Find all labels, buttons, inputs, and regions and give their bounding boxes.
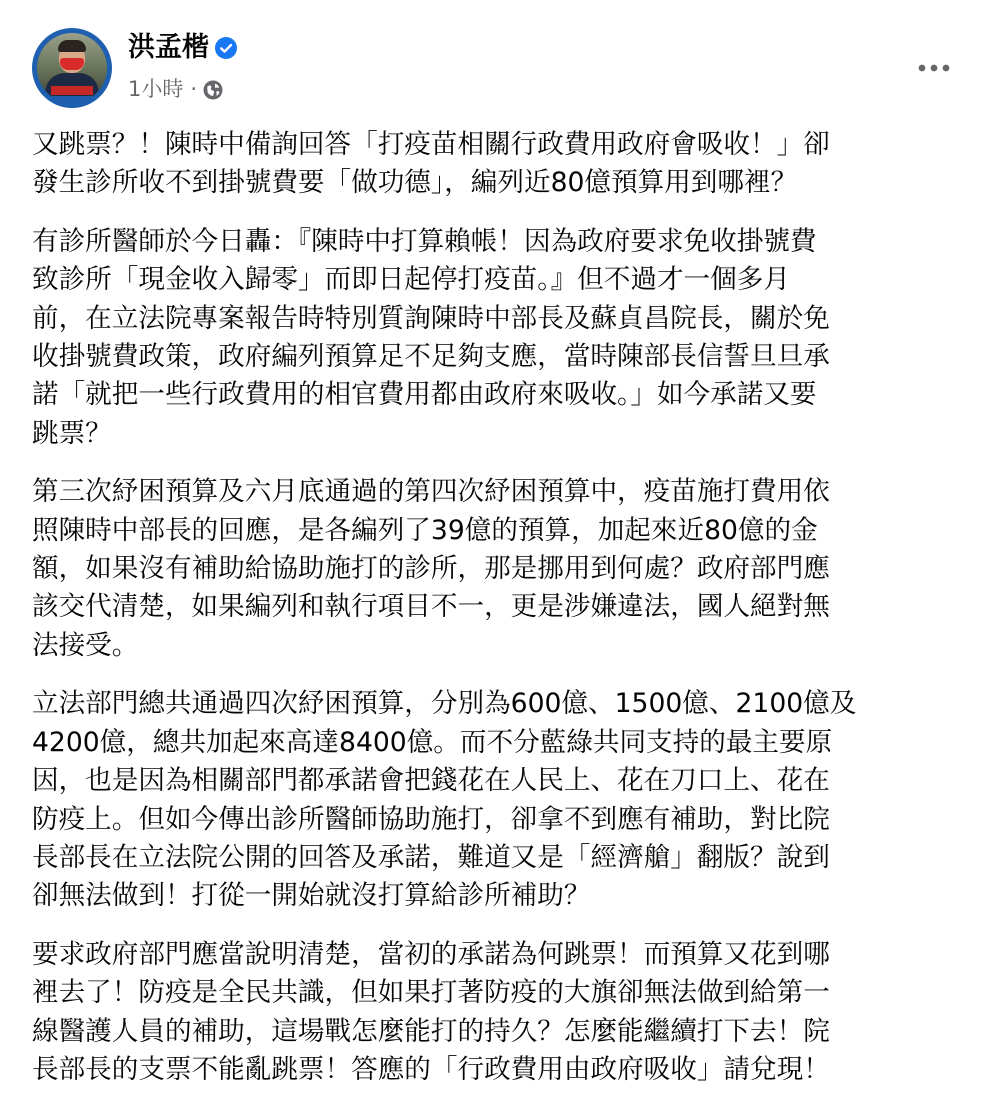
post-body bbox=[32, 126, 962, 1109]
avatar-hair bbox=[58, 40, 86, 52]
post-text-line: 致診所「現金收入歸零」而即日起停打疫苗。』但不過才一個多月 bbox=[32, 264, 790, 296]
post-text-line: 跳票？ bbox=[32, 417, 112, 449]
post-text-line: 法接受。 bbox=[32, 629, 139, 661]
post-text-line: 又跳票？！陳時中備詢回答「打疫苗相關行政費用政府會吸收！」卻 bbox=[32, 129, 830, 160]
verified-badge-icon bbox=[215, 37, 237, 59]
post-text-line: 長部長的支票不能亂跳票！答應的「行政費用由政府吸收」請兌現！ bbox=[32, 1053, 830, 1085]
meta-separator: · bbox=[190, 77, 198, 101]
post-text-line: 立法部門總共通過四次紓困預算，分別為600億、1500億、2100億及 bbox=[32, 688, 857, 720]
avatar-ribbon-blue bbox=[51, 96, 93, 103]
avatar-ribbon-red bbox=[51, 86, 93, 95]
post-text-line: 防疫上。但如今傳出診所醫師協助施打，卻拿不到應有補助，對比院 bbox=[32, 803, 830, 835]
post-text-line: 線醫護人員的補助，這場戰怎麼能打的持久？怎麼能繼續打下去！院 bbox=[32, 1015, 830, 1047]
post-timestamp[interactable]: 1小時 bbox=[128, 77, 184, 101]
post-text-line: 諾「就把一些行政費用的相官費用都由政府來吸收。」如今承諾又要 bbox=[32, 379, 817, 411]
post-meta bbox=[128, 74, 223, 104]
post-text-line: 前，在立法院專案報告時特別質詢陳時中部長及蘇貞昌院長，關於免 bbox=[32, 302, 830, 334]
avatar-photo bbox=[37, 33, 107, 103]
post-text-line: 要求政府部門應當說明清楚，當初的承諾為何跳票！而預算又花到哪 bbox=[32, 938, 830, 970]
post-text-line: 卻無法做到！打從一開始就沒打算給診所補助？ bbox=[32, 880, 591, 912]
post-text-line: 額，如果沒有補助給協助施打的診所，那是挪用到何處？政府部門應 bbox=[32, 553, 830, 585]
author-avatar[interactable] bbox=[32, 28, 112, 108]
post-text-line: 因，也是因為相關部門都承諾會把錢花在人民上、花在刀口上、花在 bbox=[32, 765, 830, 797]
post-paragraph bbox=[32, 473, 962, 665]
post-paragraph bbox=[32, 126, 962, 203]
more-options-icon bbox=[916, 58, 952, 78]
avatar-mask bbox=[60, 58, 84, 70]
post-text-line: 裡去了！防疫是全民共識，但如果打著防疫的大旗卻無法做到給第一 bbox=[32, 977, 830, 1009]
post-text-line: 照陳時中部長的回應，是各編列了39億的預算，加起來近80億的金 bbox=[32, 514, 818, 546]
post-text-line: 4200億，總共加起來高達8400億。而不分藍綠共同支持的最主要原 bbox=[32, 726, 833, 758]
post-text-line: 收掛號費政策，政府編列預算足不足夠支應，當時陳部長信誓旦旦承 bbox=[32, 341, 830, 373]
post-paragraph bbox=[32, 223, 962, 453]
post-paragraph bbox=[32, 936, 962, 1090]
post-text-line: 長部長在立法院公開的回答及承諾，難道又是「經濟艙」翻版？說到 bbox=[32, 841, 830, 873]
globe-icon[interactable] bbox=[203, 80, 223, 100]
more-options-button[interactable] bbox=[912, 50, 956, 86]
post-paragraph bbox=[32, 685, 962, 915]
post-text-line: 有診所醫師於今日轟：『陳時中打算賴帳！因為政府要求免收掛號費 bbox=[32, 225, 817, 257]
author-name[interactable]: 洪孟楷 bbox=[128, 32, 209, 63]
post-header bbox=[32, 28, 972, 112]
post-text-line: 第三次紓困預算及六月底通過的第四次紓困預算中，疫苗施打費用依 bbox=[32, 476, 830, 508]
post-text-line: 發生診所收不到掛號費要「做功德」，編列近80億預算用到哪裡？ bbox=[32, 167, 798, 199]
post-text-line: 該交代清楚，如果編列和執行項目不一，更是涉嫌違法，國人絕對無 bbox=[32, 591, 830, 623]
